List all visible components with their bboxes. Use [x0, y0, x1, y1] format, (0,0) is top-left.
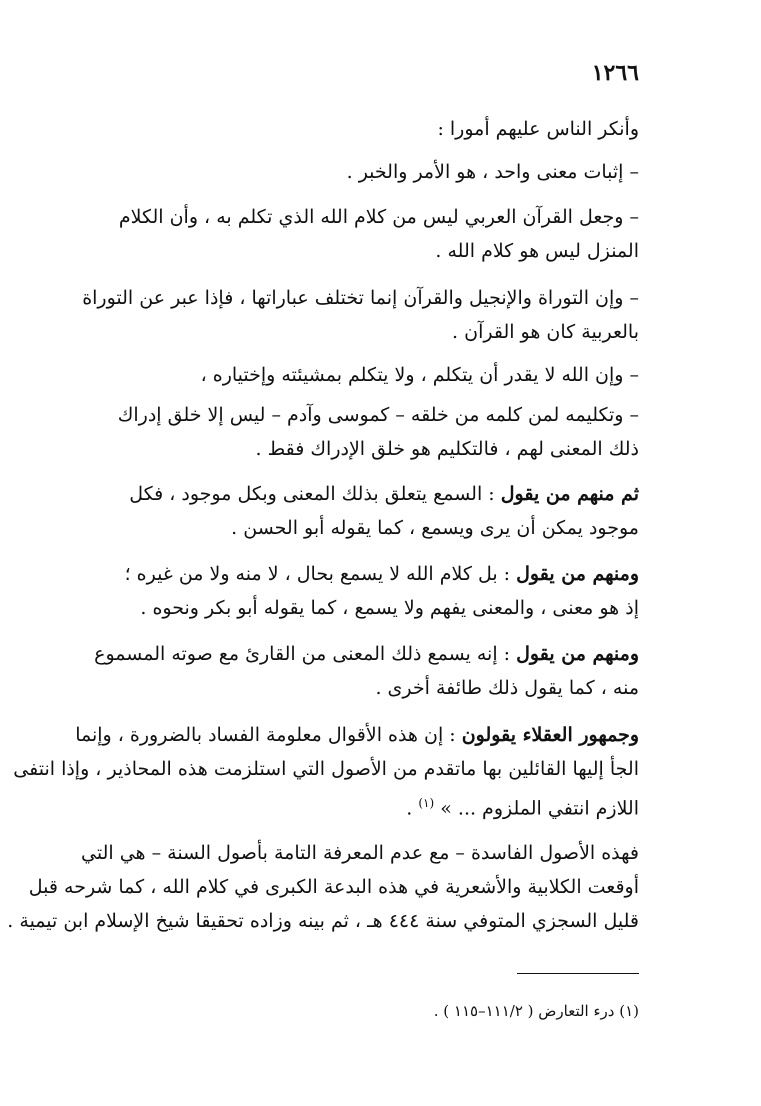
text-line: [75, 718, 639, 752]
text-line: فهذه الأصول الفاسدة – مع عدم المعرفة التامة بأصول السنة – هي التي: [81, 842, 639, 864]
paragraph-view-1: [106, 477, 639, 545]
text-segment: : إنه يسمع ذلك المعنى من القارئ مع صوته المسموع: [94, 643, 517, 665]
text-line: الجأ إليها القائلين بها ماتقدم من الأصول التي استلزمت هذه المحاذير ، وإذا انتفى: [13, 758, 639, 780]
paragraph-item-3: [82, 281, 639, 349]
text-segment: : بل كلام الله لا يسمع بحال ، لا منه ولا من غيره ؛: [124, 563, 517, 585]
bold-lead: وجمهور العقلاء يقولون: [461, 724, 639, 746]
footnote-divider: [517, 973, 639, 974]
text-line: [106, 557, 639, 591]
paragraph-majority-view: [13, 718, 639, 825]
text-line: – وإن الله لا يقدر أن يتكلم ، ولا يتكلم بمشيئته وإختياره ،: [200, 364, 639, 386]
paragraph-intro: [106, 112, 639, 146]
text-line: إذ هو معنى ، والمعنى يفهم ولا يسمع ، كما يقوله أبو بكر ونحوه .: [140, 597, 639, 619]
bold-lead: ثم منهم من يقول: [500, 483, 639, 505]
paragraph-item-2: [106, 200, 639, 268]
footnote-reference: (١): [418, 796, 435, 810]
text-line: بالعربية كان هو القرآن .: [452, 321, 639, 343]
paragraph-conclusion: [7, 836, 639, 938]
text-line: منه ، كما يقول ذلك طائفة أخرى .: [375, 677, 639, 699]
text-line: موجود يمكن أن يرى ويسمع ، كما يقوله أبو الحسن .: [231, 517, 639, 539]
text-line: – وتكليمه لمن كلمه من خلقه – كموسى وآدم – ليس إلا خلق إدراك: [117, 404, 639, 426]
bold-lead: ومنهم من يقول: [516, 643, 639, 665]
text-line: أوقعت الكلابية والأشعرية في هذه البدعة الكبرى في كلام الله ، كما شرحه قبل: [28, 876, 639, 898]
text-line: [94, 637, 639, 671]
text-line: المنزل ليس هو كلام الله .: [435, 240, 639, 262]
paragraph-item-4: [106, 358, 639, 392]
bold-lead: ومنهم من يقول: [516, 563, 639, 585]
text-line: [106, 477, 639, 511]
paragraph-view-2: [106, 557, 639, 625]
paragraph-item-5: [106, 398, 639, 466]
text-line: وأنكر الناس عليهم أمورا :: [437, 118, 639, 140]
text-segment: .: [406, 797, 419, 820]
page-number: ١٢٦٦: [591, 60, 639, 86]
paragraph-view-3: [94, 637, 639, 705]
text-line: – وجعل القرآن العربي ليس من كلام الله الذي تكلم به ، وأن الكلام: [118, 206, 639, 228]
text-line: قليل السجزي المتوفي سنة ٤٤٤ هـ ، ثم بينه وزاده تحقيقا شيخ الإسلام ابن تيمية .: [7, 910, 639, 932]
text-segment: : السمع يتعلق بذلك المعنى وبكل موجود ، فكل: [129, 483, 501, 505]
text-line: ذلك المعنى لهم ، فالتكليم هو خلق الإدراك فقط .: [255, 438, 639, 460]
text-segment: : إن هذه الأقوال معلومة الفساد بالضرورة ، وإنما: [75, 724, 462, 746]
document-page: [7, 0, 639, 1106]
text-line: [106, 786, 639, 825]
text-line: – وإن التوراة والإنجيل والقرآن إنما تختلف عباراتها ، فإذا عبر عن التوراة: [82, 287, 639, 309]
paragraph-item-1: [106, 155, 639, 189]
text-segment: اللازم انتفي الملزوم ... »: [440, 797, 639, 820]
footnote: (١) درء التعارض ( ١١١/٢–١١٥ ) .: [433, 1002, 639, 1020]
text-line: – إثبات معنى واحد ، هو الأمر والخبر .: [346, 161, 639, 183]
